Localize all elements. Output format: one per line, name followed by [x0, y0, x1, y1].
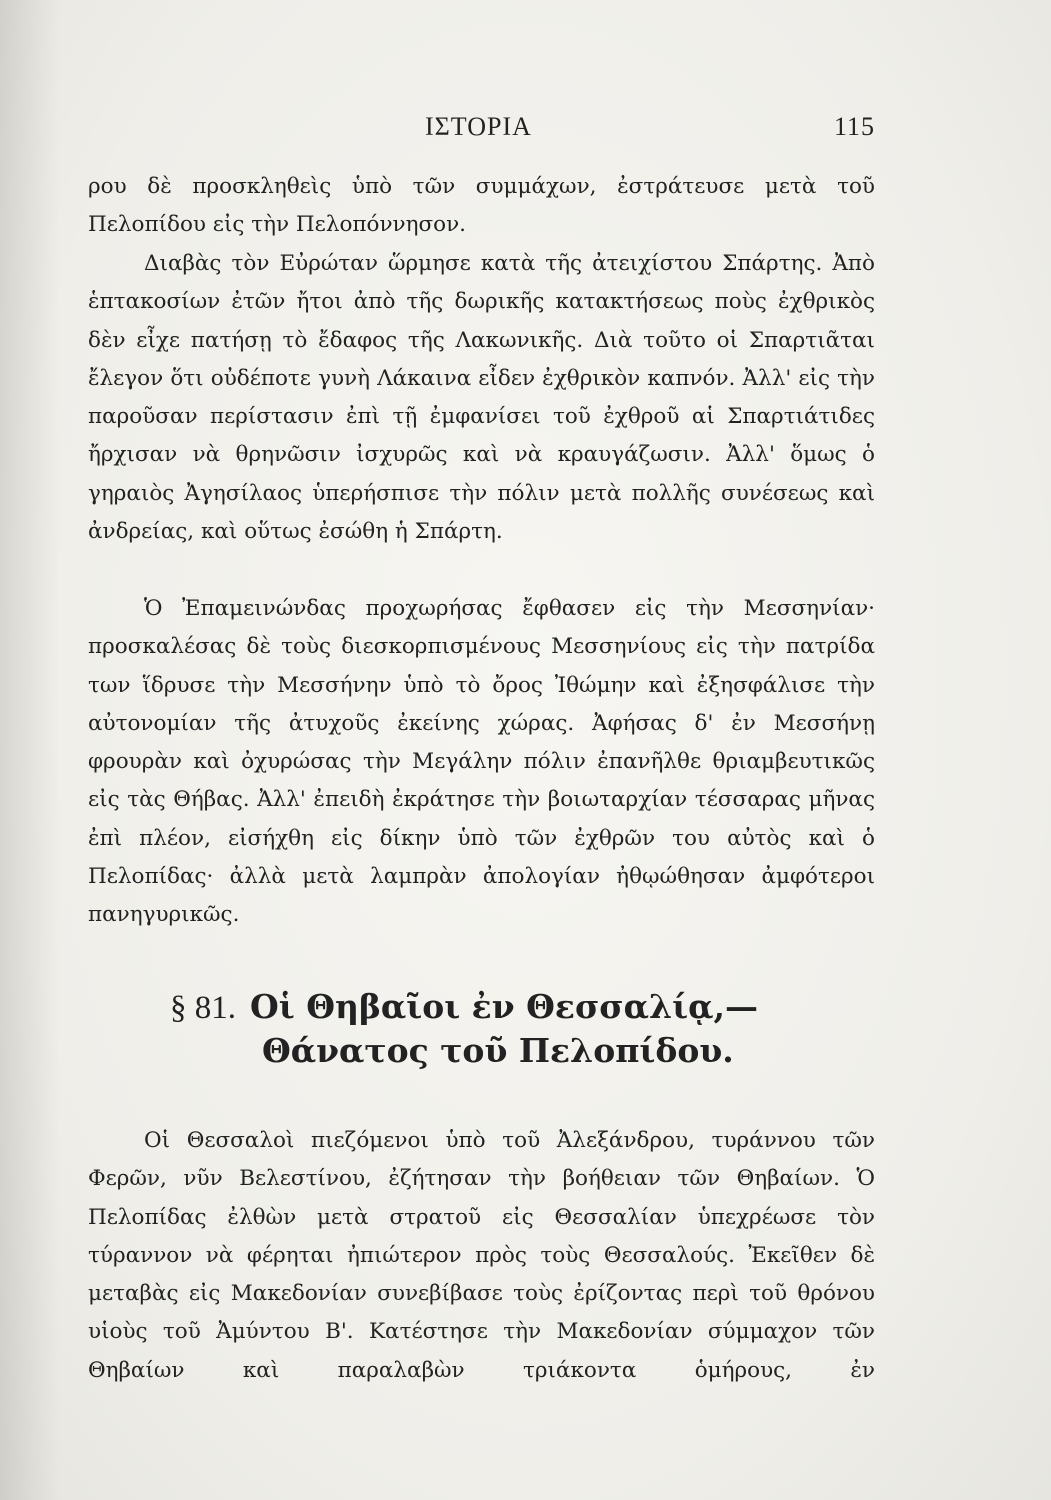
section-title-line1: Οἱ Θηβαῖοι ἐν Θεσσαλίᾳ,— [250, 987, 758, 1026]
paragraph-thessaly: Οἱ Θεσσαλοὶ πιεζόμενοι ὑπὸ τοῦ Ἀλεξάνδρου, τυράννου τῶν Φερῶν, νῦν Βελεστίνου, ἐζήτησαν τὴν βοήθειαν τῶν Θηβαίων. Ὁ Πελοπίδας ἐλθὼν μετὰ στρατοῦ εἰς Θεσσαλίαν ὑπεχρέωσε τὸν τύραννον νὰ φέρηται ἠπιώτερον πρὸς τοὺς Θεσσαλούς. Ἐκεῖθεν δὲ μεταβὰς εἰς Μακεδονίαν συνεβίβασε τοὺς ἐρίζοντας περὶ τοῦ θρόνου υἱοὺς τοῦ Ἀμύντου Β'. Κατέστησε τὴν Μακεδονίαν σύμμαχον τῶν Θηβαίων καὶ παραλαβὼν τριάκοντα ὁμήρους, ἐν [88, 1128, 875, 1383]
paragraph-sparta: Διαβὰς τὸν Εὐρώταν ὥρμησε κατὰ τῆς ἀτειχίστου Σπάρτης. Ἀπὸ ἑπτακοσίων ἐτῶν ἤτοι ἀπὸ τῆς δωρικῆς κατακτήσεως ποὺς ἐχθρικὸς δὲν εἶχε πατήσῃ τὸ ἔδαφος τῆς Λακωνικῆς. Διὰ τοῦτο οἱ Σπαρτιᾶται ἔλεγον ὅτι οὐδέποτε γυνὴ Λάκαινα εἶδεν ἐχθρικὸν καπνόν. Ἀλλ' εἰς τὴν παροῦσαν περίστασιν ἐπὶ τῇ ἐμφανίσει τοῦ ἐχθροῦ αἱ Σπαρτιάτιδες ἤρχισαν νὰ θρηνῶσιν ἰσχυρῶς καὶ νὰ κραυγάζωσιν. Ἀλλ' ὅμως ὁ γηραιὸς Ἀγησίλαος ὑπερήσπισε τὴν πόλιν μετὰ πολλῆς συνέσεως καὶ ἀνδρείας, καὶ οὕτως ἐσώθη ἡ Σπάρτη. [88, 251, 875, 545]
section-number: § 81. [170, 990, 236, 1026]
paragraph-continuation: ρου δὲ προσκληθεὶς ὑπὸ τῶν συμμάχων, ἐστράτευσε μετὰ τοῦ Πελοπίδου εἰς τὴν Πελοπόννησον. [88, 174, 875, 238]
paragraph-messenia: Ὁ Ἐπαμεινώνδας προχωρήσας ἔφθασεν εἰς τὴν Μεσσηνίαν· προσκαλέσας δὲ τοὺς διεσκορπισμένους Μεσσηνίους εἰς τὴν πατρίδα των ἵδρυσε τὴν Μεσσήνην ὑπὸ τὸ ὄρος Ἰθώμην καὶ ἐξησφάλισε τὴν αὐτονομίαν τῆς ἀτυχοῦς ἐκείνης χώρας. Ἀφήσας δ' ἐν Μεσσήνῃ φρουρὰν καὶ ὀχυρώσας τὴν Μεγάλην πόλιν ἐπανῆλθε θριαμβευτικῶς εἰς τὰς Θήβας. Ἀλλ' ἐπειδὴ ἐκράτησε τὴν βοιωταρχίαν τέσσαρας μῆνας ἐπὶ πλέον, εἰσήχθη εἰς δίκην ὑπὸ τῶν ἐχθρῶν του αὐτὸς καὶ ὁ Πελοπίδας· ἀλλὰ μετὰ λαμπρὰν ἀπολογίαν ἠθῳώθησαν ἀμφότεροι πανηγυρικῶς. [88, 596, 875, 928]
section-heading-line1 [170, 985, 758, 1030]
running-header [80, 112, 880, 152]
running-title: ΙΣΤΟΡΙΑ [425, 112, 532, 141]
gutter-shadow [0, 0, 60, 1500]
section-title-line2: Θάνατος τοῦ Πελοπίδου. [262, 1031, 734, 1070]
page-number: 115 [833, 112, 875, 141]
